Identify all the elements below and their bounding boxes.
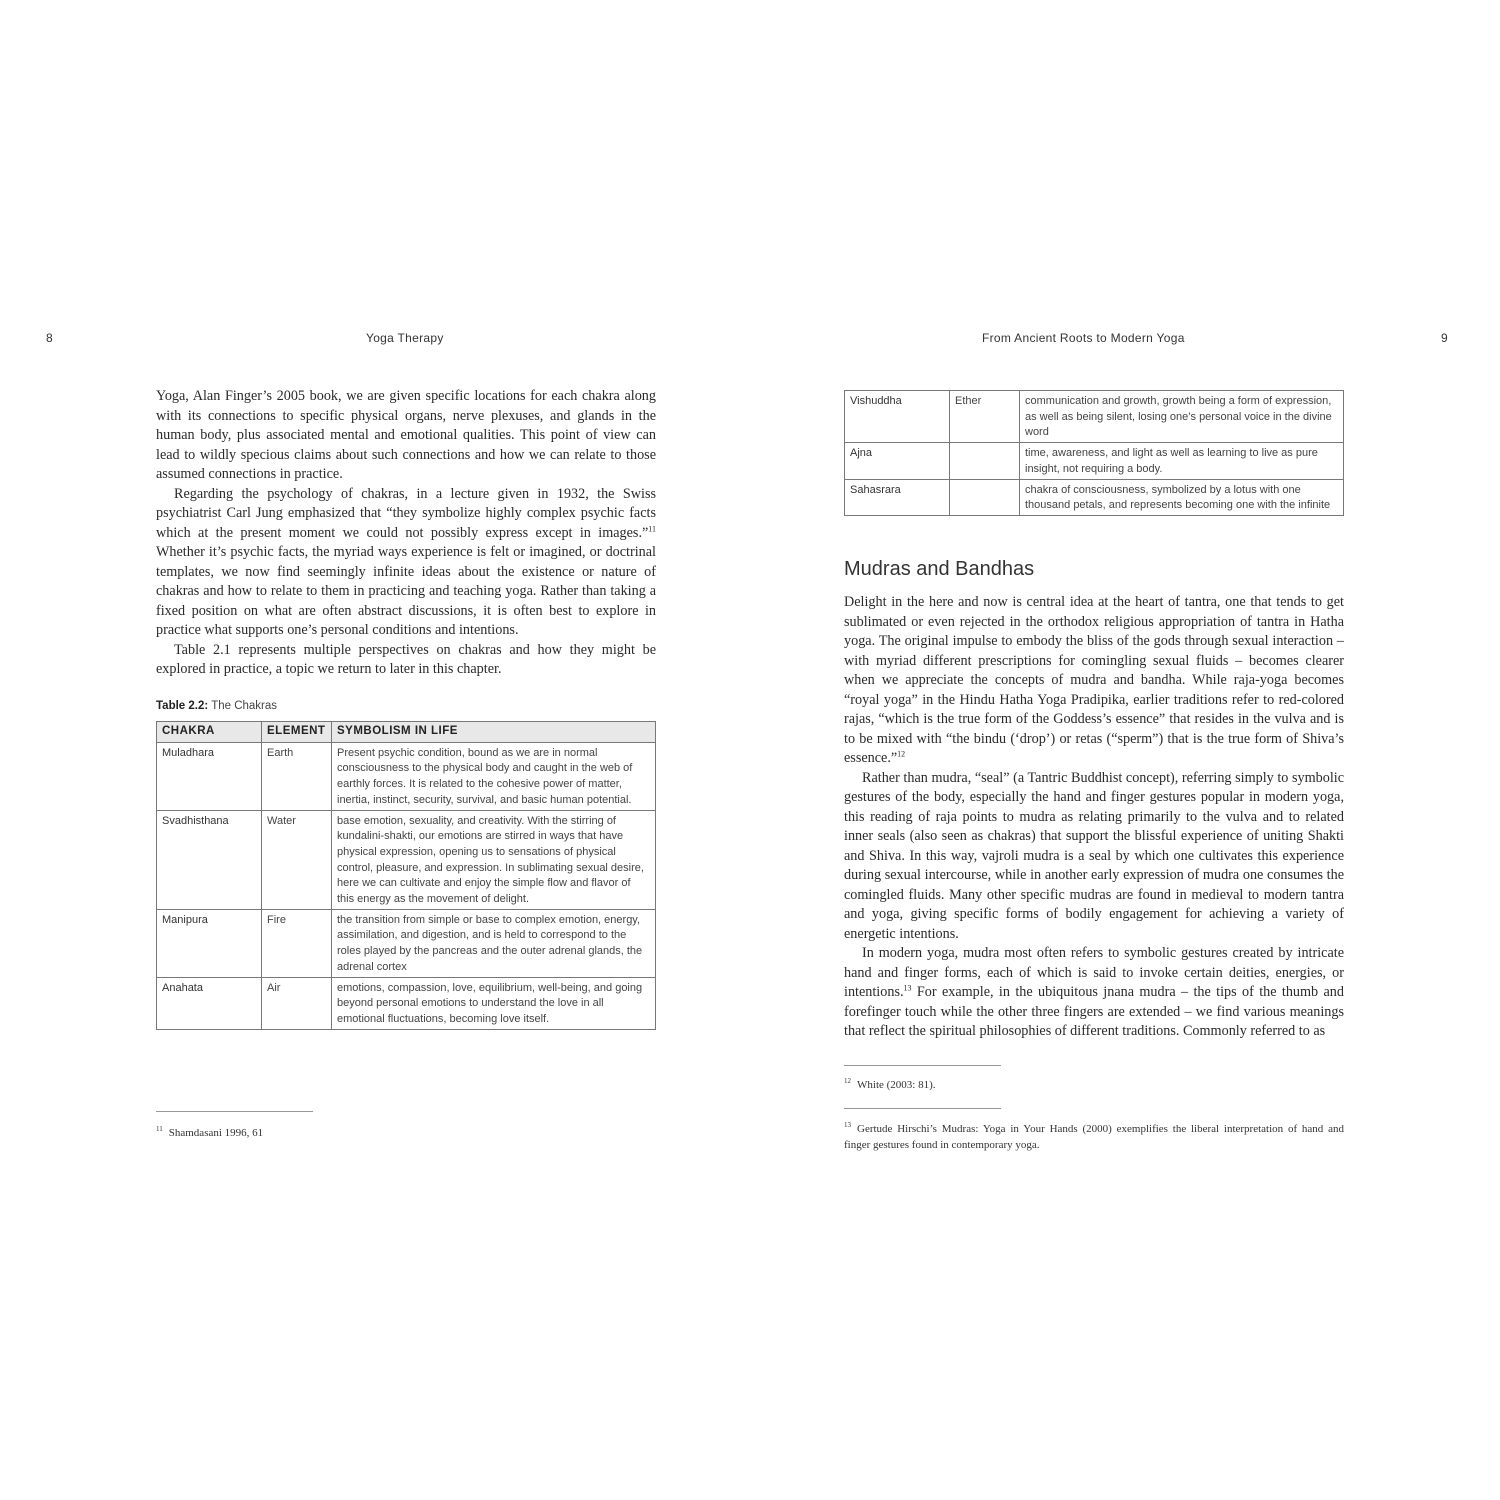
paragraph: Regarding the psychology of chakras, in a lecture given in 1932, the Swiss psychiatrist Carl Jung emphasized that “they symbolize highly complex psychic facts which at the present moment we could not possibly express except in images.”$^{11}$ Whether it’s psychic facts, the myriad ways experience is felt or imagined, or doctrinal templates, we now find seemingly infinite ideas about the existence or nature of chakras and how to relate to them in practicing and teaching yoga. Rather than taking a fixed position on what are often abstract discussions, it is often best to explore in practice what supports one’s personal conditions and intentions. (156, 485, 656, 638)
body-text (844, 593, 1344, 1042)
body-text (156, 387, 656, 680)
chakra-cell: Anahata (157, 977, 262, 1029)
page-number: 8 (46, 331, 53, 345)
element-cell: Earth (262, 742, 332, 810)
element-cell: Water (262, 810, 332, 909)
chakra-cell: Vishuddha (845, 391, 950, 443)
table-caption-title: The Chakras (211, 700, 278, 712)
column-header: CHAKRA (157, 722, 262, 743)
symbolism-cell: communication and growth, growth being a form of expression, as well as being silent, losing one’s personal voice in the divine word (1020, 391, 1344, 443)
footnote: $^{13}$ Gertude Hirschi’s Mudras: Yoga in Your Hands (2000) exemplifies the liberal interpretation of hand and finger gestures found in contemporary yoga. (844, 1121, 1344, 1151)
column-header: ELEMENT (262, 722, 332, 743)
table-row (845, 443, 1344, 479)
table-header-row (157, 722, 656, 743)
table-caption-label: Table 2.2: (156, 700, 209, 712)
element-cell (950, 479, 1020, 515)
table-row (157, 810, 656, 909)
symbolism-cell: Present psychic condition, bound as we are in normal consciousness to the physical body and caught in the web of earthly forces. It is related to the cohesive power of matter, inertia, instinct, security, survival, and basic human potential. (332, 742, 656, 810)
table-row (157, 742, 656, 810)
footnote-ref: 11 (648, 523, 656, 533)
symbolism-cell: base emotion, sexuality, and creativity. With the stirring of kundalini-shakti, our emotions are stirred in ways that have physical expression, opening us to sensations of physical control, pleasure, and expression. In sublimating sexual desire, here we can cultivate and enjoy the simple flow and flavor of this energy as the movement of delight. (332, 810, 656, 909)
chakra-cell: Svadhisthana (157, 810, 262, 909)
table-caption (156, 700, 277, 712)
section-heading: Mudras and Bandhas (844, 558, 1035, 580)
running-head: Yoga Therapy (366, 331, 444, 345)
element-cell: Fire (262, 909, 332, 977)
column-header: SYMBOLISM IN LIFE (332, 722, 656, 743)
symbolism-cell: time, awareness, and light as well as learning to live as pure insight, not requiring a body. (1020, 443, 1344, 479)
symbolism-cell: chakra of consciousness, symbolized by a lotus with one thousand petals, and represents becoming one with the infinite (1020, 479, 1344, 515)
paragraph: Rather than mudra, “seal” (a Tantric Buddhist concept), referring simply to symbolic gestures of the body, especially the hand and finger gestures popular in modern yoga, this reading of raja points to mudra as relating primarily to the vulva and to related inner seals (also seen as chakras) that support the blissful experience of uniting Shakti and Shiva. In this way, vajroli mudra is a seal by which one cultivates this experience during sexual intercourse, while in another early expression of mudra one consumes the comingled fluids. Many other specific mudras are found in medieval to modern tantra and yoga, giving specific forms of bodily engagement for achieving a variety of energetic intentions. (844, 769, 1344, 942)
footnote-rule (844, 1108, 1001, 1109)
footnote-rule (156, 1111, 313, 1112)
element-cell: Ether (950, 391, 1020, 443)
footnote-number: 12 (844, 1077, 851, 1086)
symbolism-cell: emotions, compassion, love, equilibrium, well-being, and going beyond personal emotions to understand the love in all emotional fluctuations, becoming love itself. (332, 977, 656, 1029)
footnote-number: 13 (844, 1121, 851, 1130)
paragraph: In modern yoga, mudra most often refers to symbolic gestures created by intricate hand and finger forms, each of which is said to invoke certain deities, energies, or intentions.$^{13}$ For example, in the ubiquitous jnana mudra – the tips of the thumb and forefinger touch while the other three fingers are extended – we find various meanings that reflect the spiritual philosophies of different traditions. Commonly referred to as (844, 945, 1344, 1039)
footnote: $^{12}$ White (2003: 81). (844, 1077, 936, 1091)
table-row (157, 909, 656, 977)
footnote-ref: 12 (897, 749, 906, 759)
paragraph: Delight in the here and now is central idea at the heart of tantra, one that tends to get sublimated or even rejected in the orthodox religious appropriation of tantra in Hatha yoga. The original impulse to embody the bliss of the gods through sexual interaction – with myriad different prescriptions for comingling sexual fluids – becomes clearer when we appreciate the concepts of mudra and bandha. While raja-yoga becomes “royal yoga” in the Hindu Hatha Yoga Pradipika, earlier traditions refer to red-colored rajas, “which is the true form of the Goddess’s essence” that resides in the vulva and is to be mixed with “the bindu (‘drop’) or retas (“sperm”) that is the true form of Shiva’s essence.”$^{12}$ (844, 594, 1344, 766)
footnote-ref: 13 (903, 983, 912, 993)
element-cell: Air (262, 977, 332, 1029)
table-row (845, 479, 1344, 515)
table-row (157, 977, 656, 1029)
footnote-number: 11 (156, 1125, 163, 1134)
chakra-cell: Manipura (157, 909, 262, 977)
footnote: $^{11}$ Shamdasani 1996, 61 (156, 1125, 264, 1139)
table-row (845, 391, 1344, 443)
page-number: 9 (1441, 331, 1448, 345)
running-head: From Ancient Roots to Modern Yoga (982, 331, 1185, 345)
symbolism-cell: the transition from simple or base to complex emotion, energy, assimilation, and digestion, and is held to correspond to the roles played by the pancreas and the outer adrenal glands, the adrenal cortex (332, 909, 656, 977)
chakra-table-continued (844, 390, 1344, 516)
chakra-cell: Ajna (845, 443, 950, 479)
paragraph: Yoga, Alan Finger’s 2005 book, we are given specific locations for each chakra along with its connections to specific physical organs, nerve plexuses, and glands in the human body, plus associated mental and emotional qualities. This point of view can lead to wildly specious claims about such connections and how we can relate to those assumed connections in practice. (156, 388, 656, 482)
paragraph: Table 2.1 represents multiple perspectives on chakras and how they might be explored in practice, a topic we return to later in this chapter. (156, 641, 656, 677)
chakra-cell: Sahasrara (845, 479, 950, 515)
right-page (750, 0, 1500, 1500)
element-cell (950, 443, 1020, 479)
chakra-cell: Muladhara (157, 742, 262, 810)
chakra-table (156, 721, 656, 1030)
footnote-rule (844, 1065, 1001, 1066)
